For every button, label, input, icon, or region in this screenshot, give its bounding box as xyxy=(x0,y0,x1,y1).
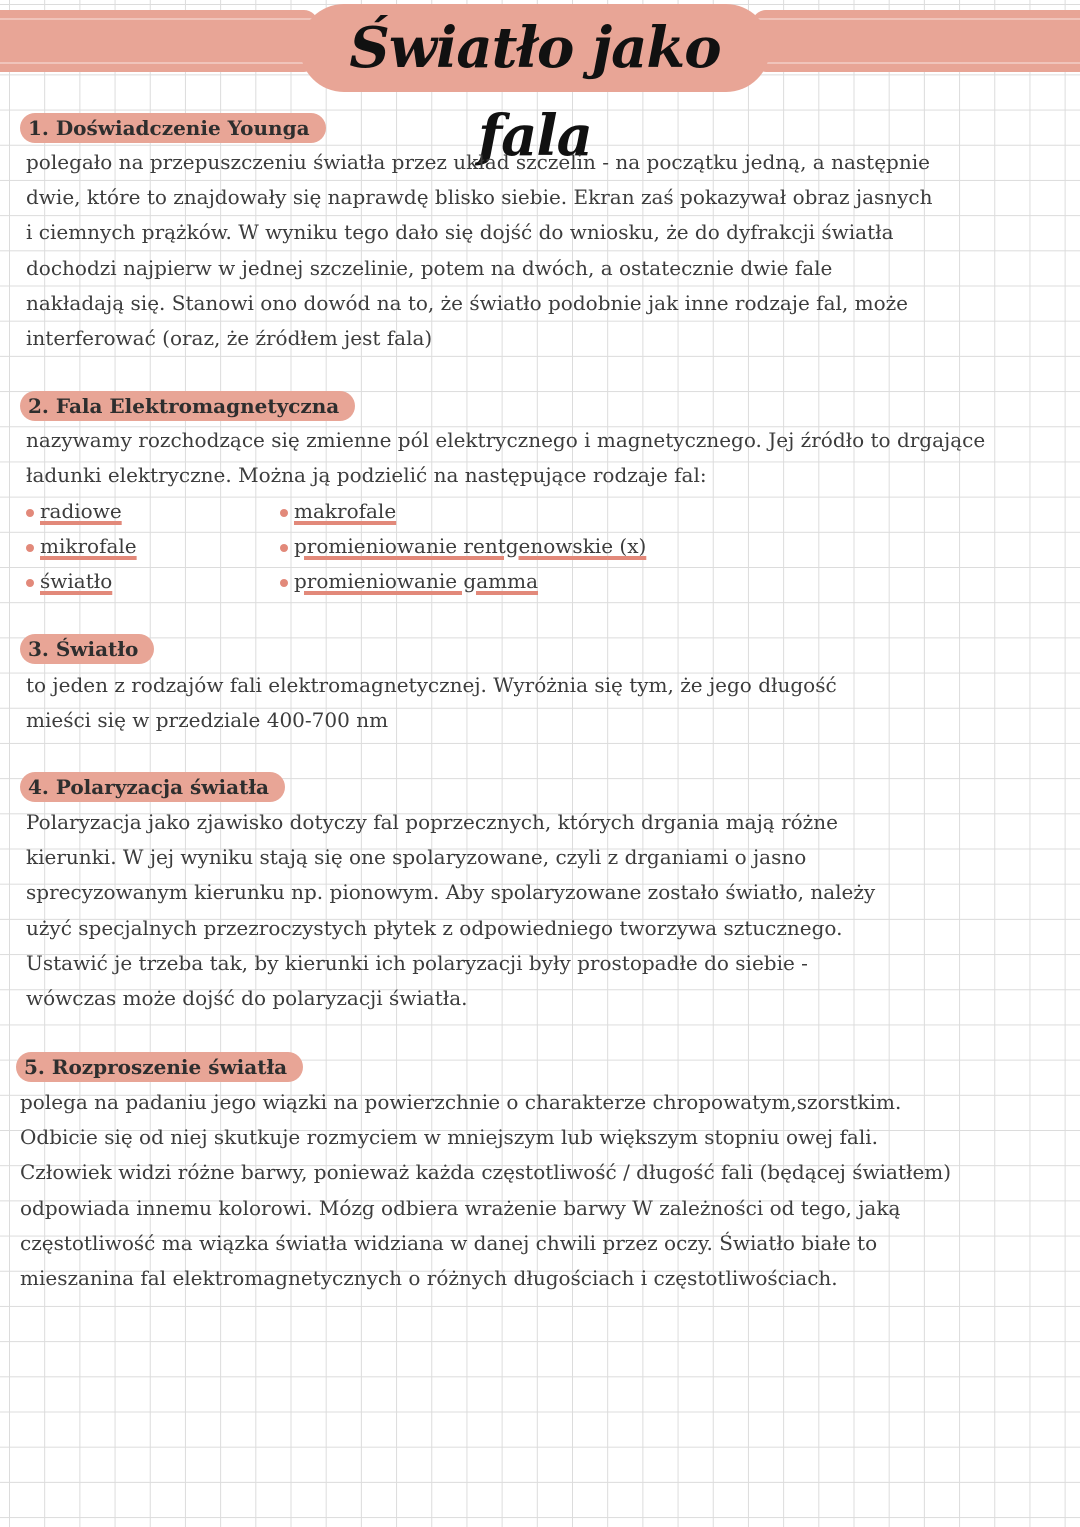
body-line: nazywamy rozchodzące się zmienne pól elektrycznego i magnetycznego. Jej źródło to drgające xyxy=(26,428,986,452)
list-item: światło xyxy=(26,564,137,599)
section-heading-light: 3. Światło xyxy=(20,634,154,664)
body-line: dwie, które to znajdowały się naprawdę blisko siebie. Ekran zaś pokazywał obraz jasnych xyxy=(26,185,933,210)
body-line: Odbicie się od niej skutkuje rozmyciem w mniejszym lub większym stopniu owej fali. xyxy=(20,1125,878,1150)
body-line: dochodzi najpierw w jednej szczelinie, potem na dwóch, a ostatecznie dwie fale xyxy=(26,255,833,280)
list-item: promieniowanie gamma xyxy=(280,564,646,599)
list-item: radiowe xyxy=(26,494,137,529)
list-item: makrofale xyxy=(280,494,646,529)
body-line: użyć specjalnych przezroczystych płytek z odpowiedniego tworzywa sztucznego. xyxy=(26,915,843,940)
body-line: mieści się w przedziale 400-700 nm xyxy=(26,708,389,733)
body-line: polegało na przepuszczeniu światła przez układ szczelin - na początku jedną, a następnie xyxy=(26,150,930,174)
section-body-young xyxy=(26,145,933,356)
banner-band-left xyxy=(0,10,318,72)
section-body-polarization xyxy=(26,805,875,1016)
page-title: Światło jako fala xyxy=(300,4,770,92)
section-heading-em-wave: 2. Fala Elektromagnetyczna xyxy=(20,391,355,421)
body-line: to jeden z rodzajów fali elektromagnetycznej. Wyróżnia się tym, że jego długość xyxy=(26,673,837,697)
body-line: nakładają się. Stanowi ono dowód na to, że światło podobnie jak inne rodzaje fal, może xyxy=(26,290,908,315)
banner-band-right xyxy=(752,10,1080,72)
body-line: interferować (oraz, że źródłem jest fala) xyxy=(26,325,433,350)
body-line: polega na padaniu jego wiązki na powierzchnie o charakterze chropowatym,szorstkim. xyxy=(20,1090,902,1114)
body-line: kierunki. W jej wyniku stają się one spolaryzowane, czyli z drganiami o jasno xyxy=(26,845,807,870)
body-line: i ciemnych prążków. W wyniku tego dało się dojść do wniosku, że do dyfrakcji światła xyxy=(26,220,894,245)
section-heading-scattering: 5. Rozproszenie światła xyxy=(16,1052,303,1082)
body-line: odpowiada innemu kolorowi. Mózg odbiera wrażenie barwy W zależności od tego, jaką xyxy=(20,1195,901,1220)
bullet-icon xyxy=(280,579,288,587)
bullet-icon xyxy=(26,544,34,552)
bullet-icon xyxy=(280,544,288,552)
section-heading-polarization: 4. Polaryzacja światła xyxy=(20,772,285,802)
body-line: Polaryzacja jako zjawisko dotyczy fal poprzecznych, których drgania mają różne xyxy=(26,810,838,834)
body-line: Człowiek widzi różne barwy, ponieważ każda częstotliwość / długość fali (będącej światłem) xyxy=(20,1160,952,1185)
bullet-icon xyxy=(280,509,288,517)
body-line: częstotliwość ma wiązka światła widziana w danej chwili przez oczy. Światło białe to xyxy=(20,1230,878,1255)
body-line: ładunki elektryczne. Można ją podzielić na następujące rodzaje fal: xyxy=(26,463,707,488)
wave-types-list-left xyxy=(26,494,137,600)
bullet-icon xyxy=(26,579,34,587)
section-heading-young: 1. Doświadczenie Younga xyxy=(20,113,326,143)
wave-types-list-right xyxy=(280,494,646,600)
section-body-scattering xyxy=(20,1085,951,1296)
body-line: Ustawić je trzeba tak, by kierunki ich polaryzacji były prostopadłe do siebie - xyxy=(26,950,808,975)
bullet-icon xyxy=(26,509,34,517)
section-body-em-wave xyxy=(26,423,985,493)
list-item: promieniowanie rentgenowskie (x) xyxy=(280,529,646,564)
section-body-light xyxy=(26,668,837,738)
body-line: wówczas może dojść do polaryzacji światła. xyxy=(26,985,468,1010)
body-line: mieszanina fal elektromagnetycznych o różnych długościach i częstotliwościach. xyxy=(20,1265,838,1290)
list-item: mikrofale xyxy=(26,529,137,564)
body-line: sprecyzowanym kierunku np. pionowym. Aby spolaryzowane zostało światło, należy xyxy=(26,880,876,905)
